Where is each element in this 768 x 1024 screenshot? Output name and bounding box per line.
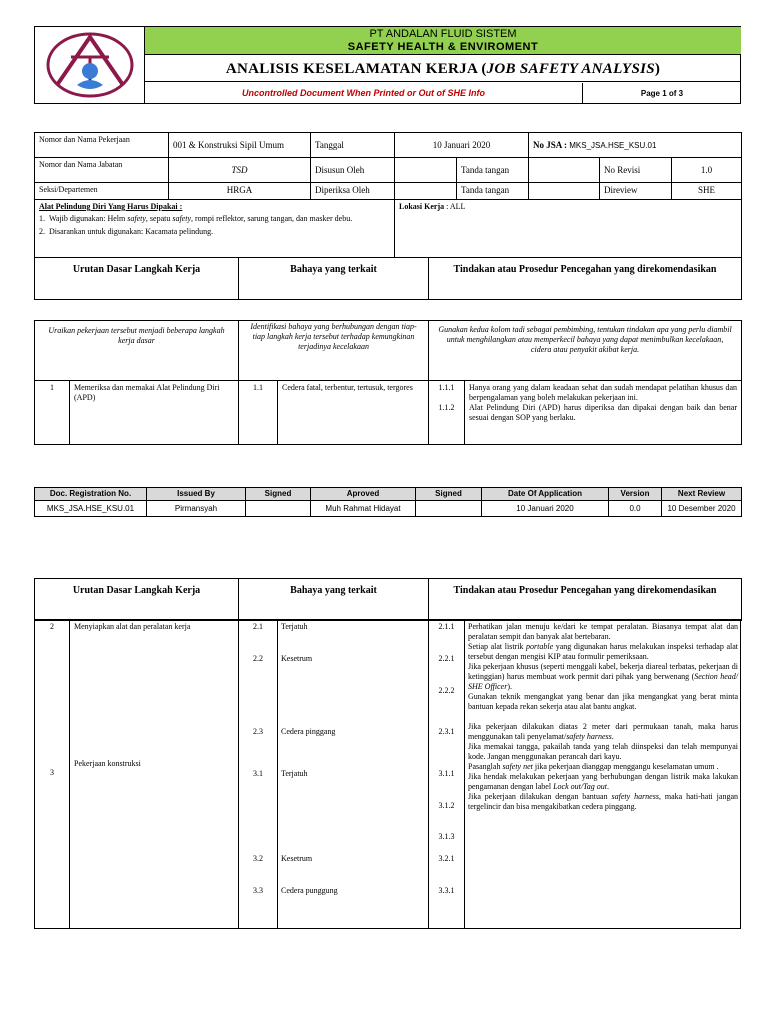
hazard-2-1: Terjatuh	[281, 622, 308, 631]
reviewed-value: SHE	[672, 183, 742, 200]
company-band	[145, 27, 741, 55]
footer-header-row: Doc. Registration No. Issued By Signed Aproved Signed Date Of Application Version Next Review	[35, 488, 742, 501]
row1-hazard: Cedera fatal, terbentur, tertusuk, tergores	[278, 381, 429, 445]
location-cell: Lokasi Kerja : ALL	[395, 200, 742, 258]
hazard-2-3: Cedera pinggang	[281, 727, 336, 736]
step3: Pekerjaan konstruksi	[74, 759, 141, 768]
row1-actions: Hanya orang yang dalam keadaan sehat dan sudah mendapat pelatihan khusus dan berpengalaman yang boleh melakukan pekerjaan ini. Alat Pelindung Diri (APD) harus diperiksa dan dipakai dengan baik dan benar sesuai dengan SOP yang berlaku.	[465, 381, 742, 445]
prepared-by-value[interactable]	[395, 158, 457, 183]
job-value: 001 & Konstruksi Sipil Umum	[169, 133, 311, 158]
company-logo	[35, 27, 145, 104]
date-label: Tanggal	[311, 133, 395, 158]
section-label: Seksi/Departemen	[35, 183, 169, 200]
company-name: PT ANDALAN FLUID SISTEM	[369, 28, 517, 40]
position-label: Nomor dan Nama Jabatan	[35, 158, 169, 183]
checked-by-label: Diperiksa Oleh	[311, 183, 395, 200]
col-hazards-2: Bahaya yang terkait	[239, 579, 429, 621]
jsa-table-1	[34, 320, 742, 445]
apd-cell: Alat Pelindung Diri Yang Harus Dipakai : 1. Wajib digunakan: Helm safety, sepatu safety, rompi reflektor, sarung tangan, dan masker debu. 2. Disarankan untuk digunakan: Kacamata pelindung.	[35, 200, 395, 258]
row1-step: Memeriksa dan memakai Alat Pelindung Diri (APD)	[70, 381, 239, 445]
guide-actions: Gunakan kedua kolom tadi sebagai pembimbing, tentukan tindakan apa yang perlu diambil untuk menghilangkan atau memperkecil bahaya yang dapat menimbulkan kecelakaan, cidera atau penyakit akibat kerja.	[429, 321, 742, 381]
hazard-3-1: Terjatuh	[281, 769, 308, 778]
document-header	[34, 26, 741, 104]
signature-label-2: Tanda tangan	[457, 183, 529, 200]
prepared-by-label: Disusun Oleh	[311, 158, 395, 183]
issued-signature[interactable]	[246, 501, 311, 517]
col-steps-2: Urutan Dasar Langkah Kerja	[35, 579, 239, 621]
checked-by-value[interactable]	[395, 183, 457, 200]
step2: Menyiapkan alat dan peralatan kerja	[74, 622, 191, 631]
row1-no: 1	[35, 381, 70, 445]
page-number: Page 1 of 3	[640, 89, 684, 98]
footer-value-row: MKS_JSA.HSE_KSU.01 Pirmansyah Muh Rahmat Hidayat 10 Januari 2020 0.0 10 Desember 2020	[35, 501, 742, 517]
col-hazards: Bahaya yang terkait	[239, 258, 429, 300]
revision-label: No Revisi	[600, 158, 672, 183]
hazard-3-3: Cedera punggung	[281, 886, 338, 895]
section-value: HRGA	[169, 183, 311, 200]
jsa-table-2: 2 Menyiapkan alat dan peralatan kerja 3 Pekerjaan konstruksi 2.1 Terjatuh 2.2 Kesetrum 2.3 Cedera pinggang 3.1 Terjatuh 3.2 Kesetrum 3.3 Cedera punggung 2.1.1 2.2.1 2.2.2 2.3.1 3.1.1 3.1.2 3.1.3 3.2.1 3.3.1 Perhatikan jalan menuju ke/dari ke tempat peralatan. Biasanya tempat alat dan peralatan sempit dan banyak alat bertebaran. Setiap alat listrik portable yang digunakan harus melakukan inspeksi terhadap alat tersebut dengan mengisi KIP atau formulir pemeriksaan. Jika pekerjaan khusus (seperti menggali kabel, bekerja diareal terbatas, pekerjaan di ketinggian) harus membuat work permit dari pihak yang berwenang (Section head/ SHE Officer). Gunakan teknik mengangkat yang benar dan jika mengangkat yang berat minta bantuan kepada rekan sekerja atau alat bantu angkat. Jika pekerjaan dilakukan diatas 2 meter dari permukaan tanah, maka harus menggunakan tali penyelamat/safety harness. Jika memakai tangga, pakailah tanda yang telah diinspeksi dan telah mempunyai kode. Jangan menggunakan perancah dari kayu. Pasanglah safety net jika pekerjaan dianggap menggangu keselamatan umum . Jika hendak melakukan pekerjaan yang berhubungan dengan listrik maka lakukan pengamanan dengan label Lock out/Tag out. Jika pekerjaan dilakukan dengan bantuan safety harness, maka hati-hati jangan tergelincir dan bisa mengakibatkan cedera pinggang.	[34, 619, 741, 929]
doc-registration-table	[34, 487, 742, 517]
job-label: Nomor dan Nama Pekerjaan	[35, 133, 169, 158]
revision-value: 1.0	[672, 158, 742, 183]
actions-page2: Perhatikan jalan menuju ke/dari ke tempat peralatan. Biasanya tempat alat dan peralatan sempit dan banyak alat bertebaran. Setiap alat listrik portable yang digunakan harus melakukan inspeksi terhadap alat tersebut dengan mengisi KIP atau formulir pemeriksaan. Jika pekerjaan khusus (seperti menggali kabel, bekerja diareal terbatas, pekerjaan di ketinggian) harus membuat work permit dari pihak yang berwenang (Section head/ SHE Officer). Gunakan teknik mengangkat yang benar dan jika mengangkat yang berat minta bantuan kepada rekan sekerja atau alat bantu angkat. Jika pekerjaan dilakukan diatas 2 meter dari permukaan tanah, maka harus menggunakan tali penyelamat/safety harness. Jika memakai tangga, pakailah tanda yang telah diinspeksi dan telah mempunyai kode. Jangan menggunakan perancah dari kayu. Pasanglah safety net jika pekerjaan dianggap menggangu keselamatan umum . Jika hendak melakukan pekerjaan yang berhubungan dengan listrik maka lakukan pengamanan dengan label Lock out/Tag out. Jika pekerjaan dilakukan dengan bantuan safety harness, maka hati-hati jangan tergelincir dan bisa mengakibatkan cedera pinggang.	[468, 622, 738, 811]
column-header-1	[34, 257, 742, 300]
guide-steps: Uraikan pekerjaan tersebut menjadi beberapa langkah kerja dasar	[35, 321, 239, 381]
uncontrolled-notice: Uncontrolled Document When Printed or Out of SHE Info	[145, 83, 583, 104]
signature-1[interactable]	[529, 158, 600, 183]
signature-label-1: Tanda tangan	[457, 158, 529, 183]
hazard-3-2: Kesetrum	[281, 854, 313, 863]
position-value: TSD	[169, 158, 311, 183]
apd-item-2: 2. Disarankan untuk digunakan: Kacamata pelindung.	[39, 227, 214, 236]
document-title: ANALISIS KESELAMATAN KERJA (JOB SAFETY ANALYSIS)	[145, 56, 741, 82]
column-header-2	[34, 578, 742, 621]
jsa-number: No JSA : MKS_JSA.HSE_KSU.01	[529, 133, 742, 158]
approved-signature[interactable]	[416, 501, 482, 517]
apd-item-1: 1. Wajib digunakan: Helm safety, sepatu safety, rompi reflektor, sarung tangan, dan masker debu.	[39, 214, 353, 223]
date-value: 10 Januari 2020	[395, 133, 529, 158]
signature-2[interactable]	[529, 183, 600, 200]
hazard-2-2: Kesetrum	[281, 654, 313, 663]
info-table	[34, 132, 742, 258]
col-actions: Tindakan atau Prosedur Pencegahan yang direkomendasikan	[429, 258, 742, 300]
guide-hazards: Identifikasi bahaya yang berhubungan dengan tiap-tiap langkah kerja tersebut terhadap kemungkinan terjadinya kecelakaan	[239, 321, 429, 381]
step3-no: 3	[50, 768, 54, 777]
row1-hazard-no: 1.1	[239, 381, 278, 445]
step2-no: 2	[50, 622, 54, 631]
department-name: SAFETY HEALTH & ENVIROMENT	[347, 41, 539, 53]
col-steps: Urutan Dasar Langkah Kerja	[35, 258, 239, 300]
col-actions-2: Tindakan atau Prosedur Pencegahan yang direkomendasikan	[429, 579, 742, 621]
reviewed-label: Direview	[600, 183, 672, 200]
row1-action-nos: 1.1.1 1.1.2	[429, 381, 465, 445]
